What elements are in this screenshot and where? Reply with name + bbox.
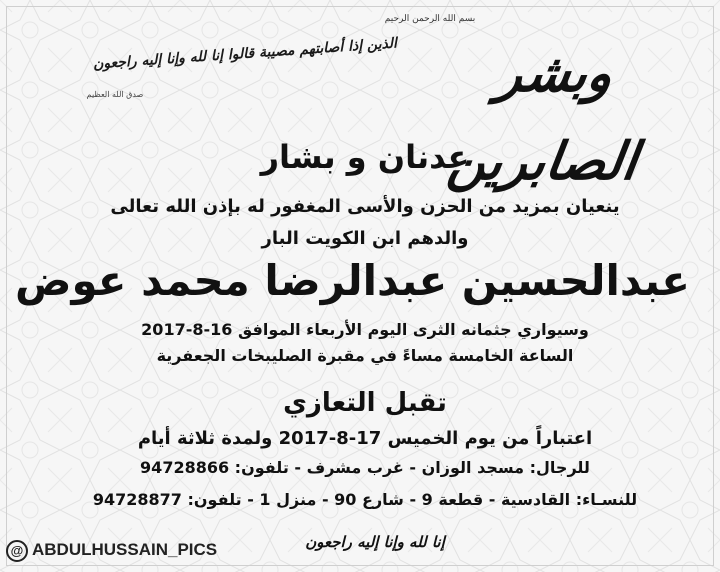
footer-calligraphy: إنا لله وإنا إليه راجعون bbox=[305, 533, 445, 551]
family-names: عدنان و بشار bbox=[260, 138, 470, 176]
bismillah: بسم الله الرحمن الرحيم bbox=[384, 14, 476, 24]
at-icon: @ bbox=[6, 540, 28, 562]
deceased-name: عبدالحسين عبدالرضا محمد عوض bbox=[14, 256, 690, 305]
relation-line: والدهم ابن الكويت البار bbox=[261, 228, 469, 249]
watermark-text: ABDULHUSSAIN_PICS bbox=[32, 540, 218, 559]
quran-verse: الذين إذا أصابتهم مصيبة قالوا إنا لله وإنا إليه راجعون bbox=[92, 35, 398, 73]
verse-reference: صدق الله العظيم bbox=[86, 90, 144, 99]
burial-place-line: الساعة الخامسة مساءً في مقبرة الصليبخات الجعفرية bbox=[156, 346, 574, 365]
condolence-period: اعتباراً من يوم الخميس 17-8-2017 ولمدة ثلاثة أيام bbox=[137, 428, 593, 449]
burial-date-line: وسيواري جثمانه الثرى اليوم الأربعاء الموافق 16-8-2017 bbox=[141, 320, 589, 339]
announcement-line: ينعيان بمزيد من الحزن والأسى المغفور له بإذن الله تعالى bbox=[110, 196, 620, 217]
watermark bbox=[6, 536, 266, 564]
women-condolence-info: للنسـاء: القادسية - قطعة 9 - شارع 90 - منزل 1 - تلفون: 94728877 bbox=[92, 490, 638, 509]
condolence-title: تقبل التعازي bbox=[283, 388, 447, 418]
header-calligraphy: وبشر الصابرين bbox=[444, 43, 642, 192]
men-condolence-info: للرجال: مسجد الوزان - غرب مشرف - تلفون: 94728866 bbox=[140, 458, 590, 477]
